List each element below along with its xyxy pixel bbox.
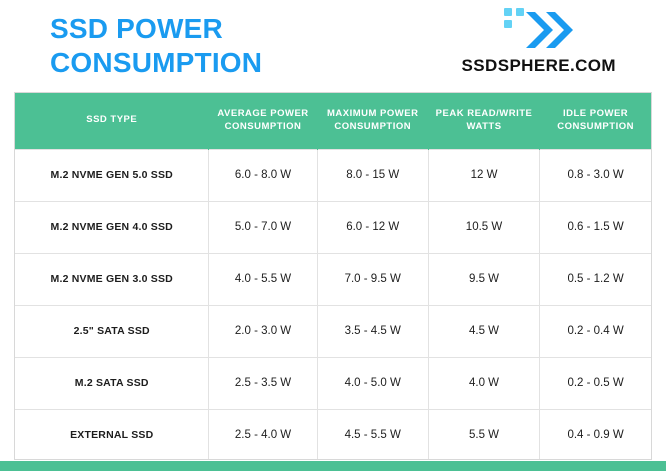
- column-header-ssd-type: SSD TYPE: [15, 93, 209, 149]
- page-title: SSD POWER CONSUMPTION: [50, 13, 263, 79]
- table-header-row: [15, 93, 651, 149]
- cell-ssd-type: 2.5" SATA SSD: [15, 305, 209, 357]
- table-row: [15, 409, 651, 460]
- cell-average-power: 2.0 - 3.0 W: [209, 305, 317, 357]
- cell-peak-read-write: 12 W: [428, 149, 539, 201]
- cell-maximum-power: 4.5 - 5.5 W: [317, 409, 428, 460]
- cell-idle-power: 0.2 - 0.4 W: [540, 305, 651, 357]
- cell-peak-read-write: 10.5 W: [428, 201, 539, 253]
- cell-peak-read-write: 9.5 W: [428, 253, 539, 305]
- cell-average-power: 5.0 - 7.0 W: [209, 201, 317, 253]
- cell-maximum-power: 8.0 - 15 W: [317, 149, 428, 201]
- cell-idle-power: 0.6 - 1.5 W: [540, 201, 651, 253]
- footer-accent-bar: [0, 461, 666, 471]
- table-row: [15, 253, 651, 305]
- ssd-power-table: [14, 92, 652, 460]
- column-header-peak-read-write: PEAK READ/WRITE WATTS: [428, 93, 539, 149]
- header: [0, 0, 666, 88]
- cell-average-power: 6.0 - 8.0 W: [209, 149, 317, 201]
- cell-ssd-type: EXTERNAL SSD: [15, 409, 209, 460]
- cell-maximum-power: 4.0 - 5.0 W: [317, 357, 428, 409]
- table-row: [15, 201, 651, 253]
- cell-idle-power: 0.8 - 3.0 W: [540, 149, 651, 201]
- cell-peak-read-write: 4.5 W: [428, 305, 539, 357]
- brand-name: SSDSPHERE.COM: [461, 56, 616, 75]
- table-row: [15, 305, 651, 357]
- cell-maximum-power: 3.5 - 4.5 W: [317, 305, 428, 357]
- cell-ssd-type: M.2 NVME GEN 3.0 SSD: [15, 253, 209, 305]
- cell-average-power: 4.0 - 5.5 W: [209, 253, 317, 305]
- brand-block: [462, 6, 616, 76]
- cell-ssd-type: M.2 NVME GEN 4.0 SSD: [15, 201, 209, 253]
- column-header-maximum-power: MAXIMUM POWER CONSUMPTION: [317, 93, 428, 149]
- cell-ssd-type: M.2 SATA SSD: [15, 357, 209, 409]
- cell-idle-power: 0.2 - 0.5 W: [540, 357, 651, 409]
- table-row: [15, 149, 651, 201]
- cell-ssd-type: M.2 NVME GEN 5.0 SSD: [15, 149, 209, 201]
- cell-peak-read-write: 4.0 W: [428, 357, 539, 409]
- cell-average-power: 2.5 - 3.5 W: [209, 357, 317, 409]
- double-chevron-right-icon: [502, 6, 576, 52]
- cell-idle-power: 0.4 - 0.9 W: [540, 409, 651, 460]
- cell-maximum-power: 6.0 - 12 W: [317, 201, 428, 253]
- cell-idle-power: 0.5 - 1.2 W: [540, 253, 651, 305]
- cell-maximum-power: 7.0 - 9.5 W: [317, 253, 428, 305]
- column-header-idle-power: IDLE POWER CONSUMPTION: [540, 93, 651, 149]
- cell-peak-read-write: 5.5 W: [428, 409, 539, 460]
- column-header-average-power: AVERAGE POWER CONSUMPTION: [209, 93, 317, 149]
- cell-average-power: 2.5 - 4.0 W: [209, 409, 317, 460]
- table-row: [15, 357, 651, 409]
